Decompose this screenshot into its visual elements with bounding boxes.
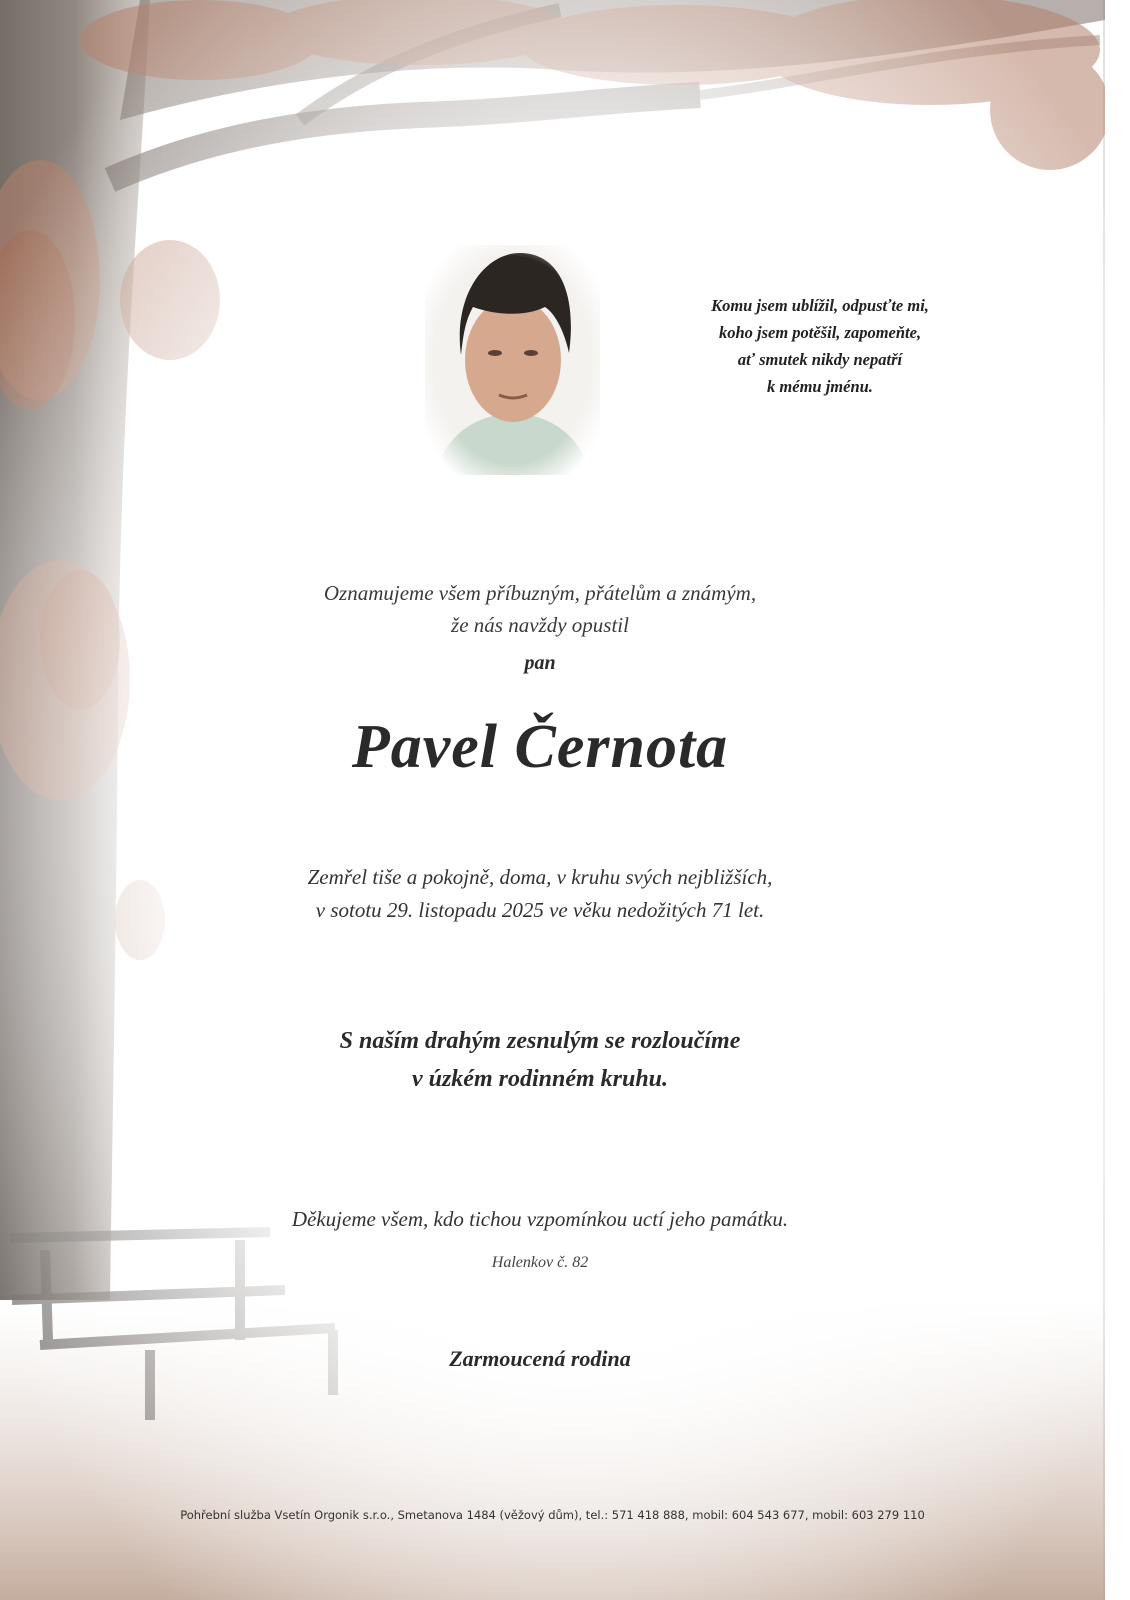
signature: Zarmoucená rodina xyxy=(449,1346,631,1371)
farewell-line: S naším drahým zesnulým se rozloučíme xyxy=(339,1028,741,1054)
farewell-notice xyxy=(200,1022,880,1098)
death-notice-line: Zemřel tiše a pokojně, doma, v kruhu svých nejbližších, xyxy=(307,865,773,889)
farewell-line: v úzkém rodinném kruhu. xyxy=(411,1066,669,1092)
death-notice-line: v sototu 29. listopadu 2025 ve věku nedožitých 71 let. xyxy=(315,898,765,922)
address: Halenkov č. 82 xyxy=(491,1254,589,1271)
portrait-photo xyxy=(425,245,600,475)
poem-line: ať smutek nikdy nepatří xyxy=(737,350,903,369)
announcement-line: Oznamujeme všem příbuzným, přátelům a známým, xyxy=(323,581,757,605)
funeral-service-footer: Pohřební služba Vsetín Orgonik s.r.o., Smetanova 1484 (věžový dům), tel.: 571 418 888, mobil: 604 543 677, mobil: 603 279 110 xyxy=(180,1508,925,1522)
announcement-line: že nás navždy opustil xyxy=(451,613,629,637)
deceased-name: Pavel Černota xyxy=(351,713,729,781)
thanks-line: Děkujeme všem, kdo tichou vzpomínkou uctí jeho památku. xyxy=(291,1207,789,1231)
death-notice xyxy=(200,861,880,927)
poem-block xyxy=(670,292,970,400)
poem-line: k mému jménu. xyxy=(767,377,873,396)
announcement xyxy=(260,577,820,641)
poem-line: Komu jsem ublížil, odpusťte mi, xyxy=(711,296,929,315)
honorific: pan xyxy=(524,652,556,674)
poem-line: koho jsem potěšil, zapomeňte, xyxy=(718,323,922,342)
